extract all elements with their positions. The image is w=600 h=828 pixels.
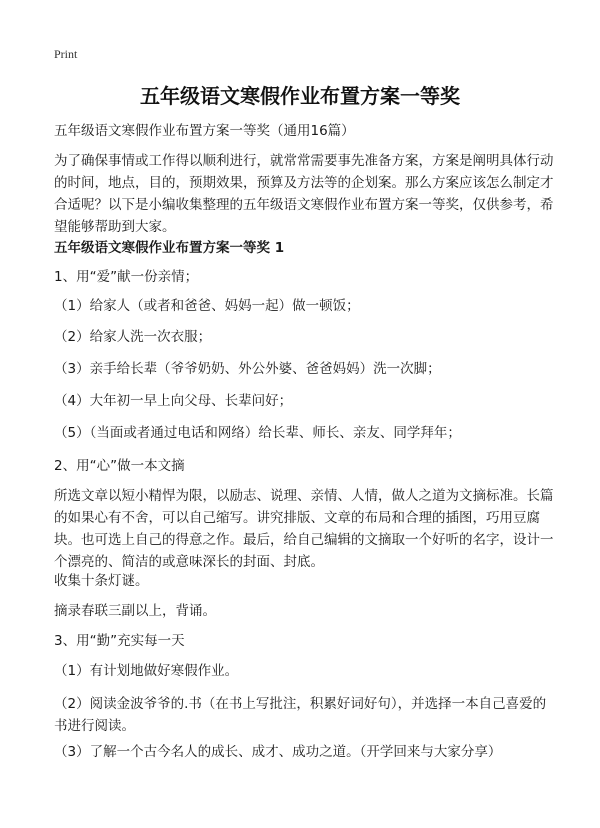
- section-heading: 五年级语文寒假作业布置方案一等奖 1: [54, 240, 285, 256]
- document-title: 五年级语文寒假作业布置方案一等奖: [140, 84, 460, 108]
- intro-paragraph: 为了确保事情或工作得以顺利进行，就常常需要事先准备方案，方案是阐明具体行动的时间，地点，目的，预期效果，预算及方法等的企划案。那么方案应该怎么制定才合适呢？以下是小编收集整理的五年级语文寒假作业布置方案一等奖，仅供参考，希望能够帮助到大家。: [54, 153, 554, 235]
- item-1-3: （3）亲手给长辈（爷爷奶奶、外公外婆、爸爸妈妈）洗一次脚；: [54, 361, 441, 377]
- item-3-2: （2）阅读金波爷爷的.书（在书上写批注，积累好词好句），并选择一本自己喜爱的书进行阅读。: [54, 696, 547, 734]
- item-1-5: （5）（当面或者通过电话和网络）给长辈、师长、亲友、同学拜年；: [54, 425, 461, 441]
- item-3-1: （1）有计划地做好寒假作业。: [54, 663, 239, 679]
- document-subtitle: 五年级语文寒假作业布置方案一等奖（通用16篇）: [54, 123, 355, 139]
- item-2-extra-1: 收集十条灯谜。: [54, 573, 149, 589]
- item-1-2: （2）给家人洗一次衣服；: [54, 329, 212, 345]
- item-2-extra-2: 摘录春联三副以上，背诵。: [54, 603, 216, 619]
- item-3-heading: 3、用“勤”充实每一天: [54, 633, 185, 649]
- item-1-4: （4）大年初一早上向父母、长辈问好；: [54, 393, 293, 409]
- print-label[interactable]: Print: [54, 47, 78, 61]
- item-1-1: （1）给家人（或者和爸爸、妈妈一起）做一顿饭；: [54, 298, 360, 314]
- item-1-heading: 1、用“爱”献一份亲情；: [54, 269, 199, 285]
- item-2-heading: 2、用“心”做一本文摘: [54, 458, 185, 474]
- item-3-3: （3）了解一个古今名人的成长、成才、成功之道。（开学回来与大家分享）: [54, 744, 502, 760]
- item-2-body: 所选文章以短小精悍为限，以励志、说理、亲情、人情，做人之道为文摘标准。长篇的如果心有不舍，可以自己缩写。讲究排版、文章的布局和合理的插图，巧用豆腐块。也可选上自己的得意之作。最后，给自己编辑的文摘取一个好听的名字，设计一个漂亮的、简洁的或意味深长的封面、封底。: [54, 488, 554, 570]
